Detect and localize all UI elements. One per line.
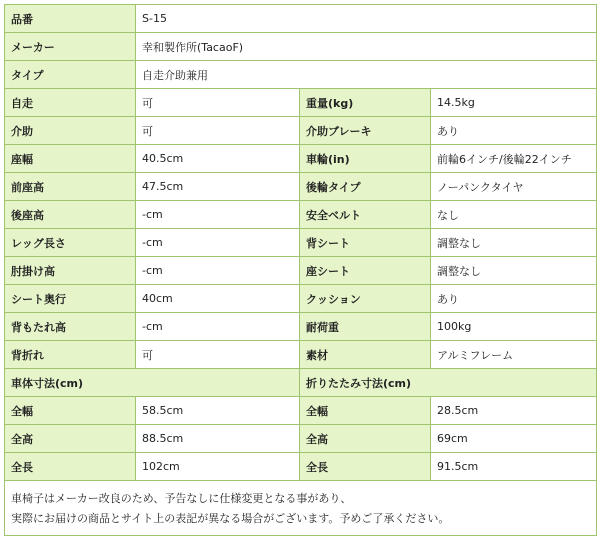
spec-value: 28.5cm [431, 397, 597, 425]
spec-value: 前輪6インチ/後輪22インチ [431, 145, 597, 173]
spec-value: 69cm [431, 425, 597, 453]
spec-label: 安全ベルト [300, 201, 431, 229]
spec-table-body [5, 5, 597, 536]
spec-label: タイプ [5, 61, 136, 89]
spec-row-maker [5, 33, 597, 61]
spec-row [5, 201, 597, 229]
spec-label: 全長 [300, 453, 431, 481]
spec-label: 背シート [300, 229, 431, 257]
spec-value: あり [431, 117, 597, 145]
spec-row [5, 341, 597, 369]
spec-label: 座幅 [5, 145, 136, 173]
spec-value: なし [431, 201, 597, 229]
spec-value: 91.5cm [431, 453, 597, 481]
spec-value: あり [431, 285, 597, 313]
spec-label: 重量(kg) [300, 89, 431, 117]
spec-value: 可 [136, 341, 300, 369]
spec-value: 可 [136, 89, 300, 117]
spec-label: 車輪(in) [300, 145, 431, 173]
spec-label: 背もたれ高 [5, 313, 136, 341]
spec-row-type [5, 61, 597, 89]
spec-value: 40.5cm [136, 145, 300, 173]
spec-label: 素材 [300, 341, 431, 369]
spec-label: メーカー [5, 33, 136, 61]
spec-label: レッグ長さ [5, 229, 136, 257]
spec-row [5, 285, 597, 313]
spec-label: 全長 [5, 453, 136, 481]
dimension-row [5, 453, 597, 481]
spec-row [5, 89, 597, 117]
section-body-dimensions: 車体寸法(cm) [5, 369, 300, 397]
disclaimer-line: 車椅子はメーカー改良のため、予告なしに仕様変更となる事があり、 [11, 492, 352, 505]
spec-label: 介助ブレーキ [300, 117, 431, 145]
spec-label: 前座高 [5, 173, 136, 201]
spec-value: S-15 [136, 5, 597, 33]
spec-table [4, 4, 597, 536]
spec-label: 品番 [5, 5, 136, 33]
spec-value: 可 [136, 117, 300, 145]
spec-value: -cm [136, 201, 300, 229]
spec-value: 88.5cm [136, 425, 300, 453]
spec-row [5, 117, 597, 145]
spec-row [5, 257, 597, 285]
spec-label: 全高 [300, 425, 431, 453]
spec-row [5, 313, 597, 341]
spec-value: 100kg [431, 313, 597, 341]
spec-label: 介助 [5, 117, 136, 145]
spec-value: 自走介助兼用 [136, 61, 597, 89]
dimension-row [5, 425, 597, 453]
spec-row-part-number [5, 5, 597, 33]
spec-label: 自走 [5, 89, 136, 117]
spec-value: -cm [136, 313, 300, 341]
spec-value: 調整なし [431, 257, 597, 285]
spec-value: 47.5cm [136, 173, 300, 201]
dimension-row [5, 397, 597, 425]
spec-value: 102cm [136, 453, 300, 481]
spec-value: -cm [136, 257, 300, 285]
spec-label: 後輪タイプ [300, 173, 431, 201]
disclaimer-line: 実際にお届けの商品とサイト上の表記が異なる場合がございます。予めご了承ください。 [11, 512, 450, 525]
spec-row [5, 145, 597, 173]
spec-row [5, 173, 597, 201]
spec-label: 後座高 [5, 201, 136, 229]
spec-value: 58.5cm [136, 397, 300, 425]
note-row [5, 481, 597, 536]
spec-label: 全幅 [5, 397, 136, 425]
spec-value: アルミフレーム [431, 341, 597, 369]
spec-value: 14.5kg [431, 89, 597, 117]
spec-value: -cm [136, 229, 300, 257]
spec-label: 座シート [300, 257, 431, 285]
spec-label: クッション [300, 285, 431, 313]
spec-row [5, 229, 597, 257]
spec-label: 肘掛け高 [5, 257, 136, 285]
spec-value: 幸和製作所(TacaoF) [136, 33, 597, 61]
spec-value: 40cm [136, 285, 300, 313]
spec-label: シート奥行 [5, 285, 136, 313]
spec-label: 背折れ [5, 341, 136, 369]
spec-value: ノーパンクタイヤ [431, 173, 597, 201]
section-folded-dimensions: 折りたたみ寸法(cm) [300, 369, 597, 397]
section-header-row [5, 369, 597, 397]
spec-value: 調整なし [431, 229, 597, 257]
disclaimer-note [5, 481, 597, 536]
spec-label: 耐荷重 [300, 313, 431, 341]
spec-label: 全高 [5, 425, 136, 453]
spec-label: 全幅 [300, 397, 431, 425]
